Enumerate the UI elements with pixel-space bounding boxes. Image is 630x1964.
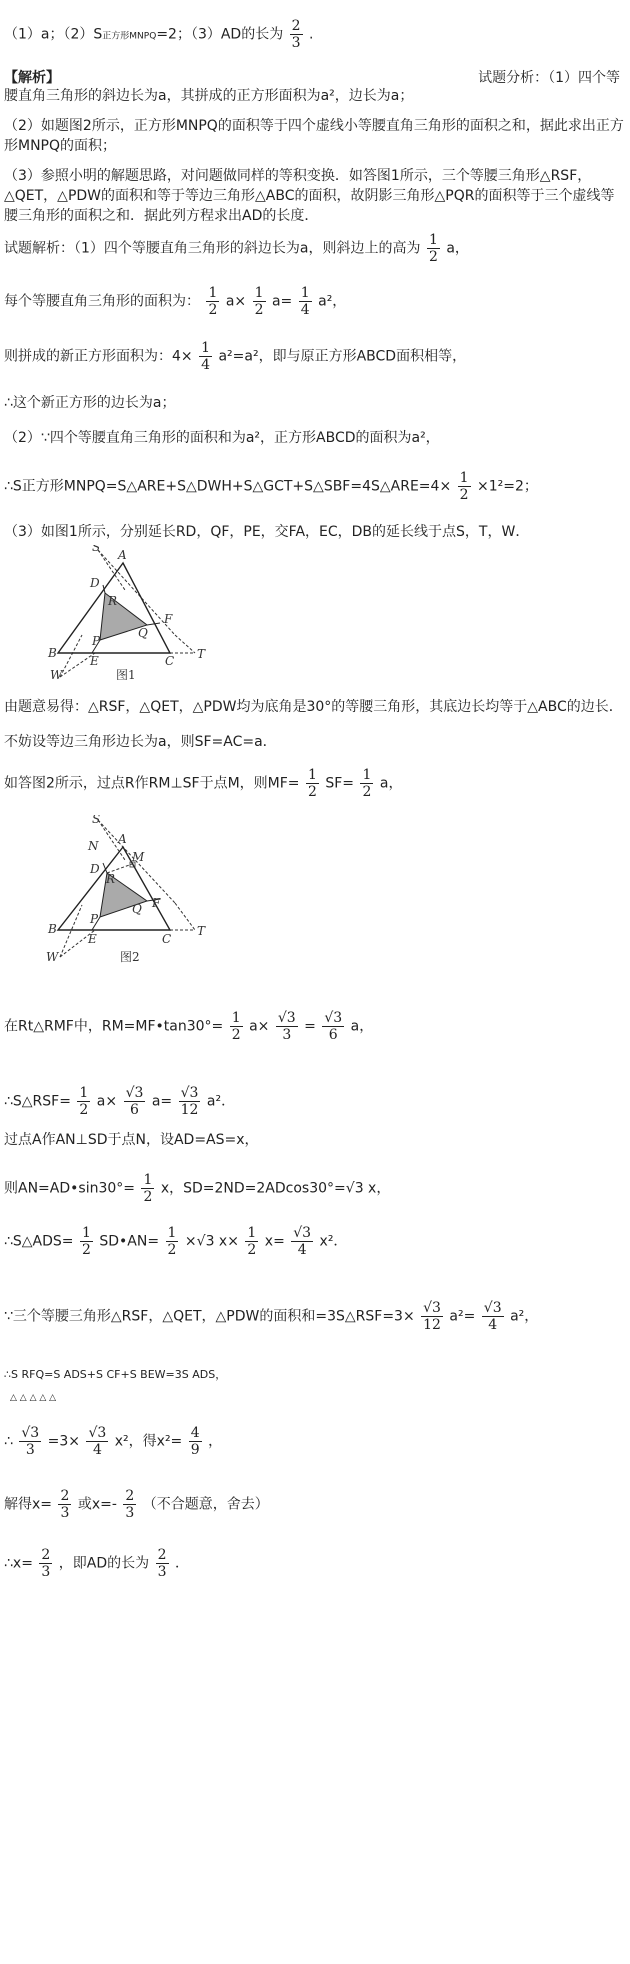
solution-step-17: ∴S RFQ=S ADS+S CF+S BEW=3S ADS， [4, 1368, 227, 1381]
label-d: D [90, 576, 100, 590]
fig2-label-t: T [197, 924, 206, 938]
fig2-label-b: B [48, 922, 57, 936]
area-subscript: 正方形MNPQ [102, 31, 157, 42]
answer-line: （1）a；（2）S正方形MNPQ=2；（3）AD的长为 $\frac{2}{3}$ . [4, 18, 314, 51]
fraction: $\frac{2}{3}$ [291, 18, 301, 51]
fig2-label-w: W [46, 950, 59, 964]
analysis-para-2: （2）如题图2所示，正方形MNPQ的面积等于四个虚线小等腰直角三角形的面积之和，据此求出正方形MNPQ的面积； [4, 118, 624, 154]
figure-1 [20, 545, 240, 680]
label-a: A [118, 548, 127, 562]
solution-step-15: ∴S△ADS= $\frac{1}{2}$ SD•AN= $\frac{1}{2}$ ×√3 x× $\frac{1}{2}$ x= $\frac{√3}{4}$ x²． [4, 1225, 348, 1258]
label-b: B [48, 646, 57, 660]
solution-step-17-triangles: △ △ △ △ △ [10, 1393, 57, 1403]
solution-step-5: （2）∵四个等腰直角三角形的面积和为a²，正方形ABCD的面积为a²， [4, 430, 440, 446]
analysis-para-3: （3）参照小明的解题思路，对问题做同样的等积变换．如答图1所示，三个等腰三角形△RSF，△QET，△PDW的面积和等于等边三角形△ABC的面积，故阴影三角形△PQR的面积等于三个虚线等腰三角形的面积之和．据此列方程求出AD的长度． [4, 168, 615, 224]
label-t: T [197, 647, 206, 661]
analysis-header [4, 68, 626, 88]
fig2-label-a: A [118, 832, 127, 846]
label-s: S [92, 545, 101, 554]
fig2-label-d: D [90, 862, 100, 876]
solution-step-4: ∴这个新正方形的边长为a； [4, 395, 176, 411]
figure-2 [40, 815, 260, 965]
solution-step-10: 如答图2所示，过点R作RM⊥SF于点M，则MF= $\frac{1}{2}$ SF= $\frac{1}{2}$ a， [4, 767, 403, 800]
solution-step-2: 每个等腰直角三角形的面积为： $\frac{1}{2}$ a× $\frac{1}{2}$ a= $\frac{1}{4}$ a²， [4, 285, 347, 318]
analysis-tag: 【解析】 [4, 70, 60, 86]
figure-1-caption: 图1 [116, 668, 136, 680]
analysis-line: 腰直角三角形的斜边长为a，其拼成的正方形面积为a²，边长为a； [4, 88, 414, 104]
label-p: P [92, 634, 101, 648]
label-e: E [90, 654, 99, 668]
label-w: W [50, 668, 63, 680]
solution-step-12: ∴S△RSF= $\frac{1}{2}$ a× $\frac{√3}{6}$ a= $\frac{√3}{12}$ a²． [4, 1085, 236, 1118]
solution-step-3: 则拼成的新正方形面积为：4× $\frac{1}{4}$ a²=a²，即与原正方形ABCD面积相等， [4, 340, 467, 373]
figure-2-caption: 图2 [120, 950, 140, 964]
solution-step-14: 则AN=AD•sin30°= $\frac{1}{2}$ x，SD=2ND=2ADcos30°=√3 x， [4, 1172, 391, 1205]
fig2-label-q: Q [132, 902, 142, 916]
analysis-intro: 试题分析：（1）四个等 [478, 70, 620, 86]
solution-step-8: 由题意易得：△RSF，△QET，△PDW均为底角是30°的等腰三角形，其底边长均等于△ABC的边长． [4, 699, 623, 715]
fig2-label-n: N [88, 839, 99, 853]
fig2-label-s: S [92, 815, 101, 826]
solution-step-13: 过点A作AN⊥SD于点N，设AD=AS=x， [4, 1132, 259, 1148]
fig2-label-e: E [88, 932, 97, 946]
solution-step-6: ∴S正方形MNPQ=S△ARE+S△DWH+S△GCT+S△SBF=4S△ARE=4× $\frac{1}{2}$ ×1²=2； [4, 470, 538, 503]
label-c: C [165, 654, 175, 668]
solution-step-18: ∴ $\frac{√3}{3}$ =3× $\frac{√3}{4}$ x²，得x²= $\frac{4}{9}$ ， [4, 1425, 223, 1458]
fig2-label-m: M [132, 850, 145, 864]
answer-text: （1）a；（2） [4, 26, 94, 43]
area-symbol: S [93, 26, 103, 43]
solution-step-20: ∴x= $\frac{2}{3}$ ，即AD的长为 $\frac{2}{3}$ ． [4, 1547, 189, 1580]
label-f: F [164, 612, 173, 626]
fig2-label-p: P [90, 912, 99, 926]
solution-step-16: ∵三个等腰三角形△RSF，△QET，△PDW的面积和=3S△RSF=3× $\frac{√3}{12}$ a²= $\frac{√3}{4}$ a²， [4, 1300, 539, 1333]
solution-step-9: 不妨设等边三角形边长为a，则SF=AC=a． [4, 734, 277, 750]
label-q: Q [138, 626, 148, 640]
fig2-label-f: F [152, 896, 161, 910]
solution-step-11: 在Rt△RMF中，RM=MF•tan30°= $\frac{1}{2}$ a× $\frac{√3}{3}$ = $\frac{√3}{6}$ a， [4, 1010, 374, 1043]
label-r: R [108, 594, 118, 608]
solution-step-19: 解得x= $\frac{2}{3}$ 或x=- $\frac{2}{3}$ （不合题意，舍去） [4, 1488, 269, 1521]
solution-step-7: （3）如图1所示，分别延长RD，QF，PE，交FA，EC，DB的延长线于点S，T，W． [4, 524, 530, 540]
fig2-label-c: C [162, 932, 172, 946]
solution-step-1: 试题解析：（1）四个等腰直角三角形的斜边长为a，则斜边上的高为 $\frac{1}{2}$ a， [4, 232, 469, 265]
fig2-label-r: R [106, 872, 116, 886]
answer-text-2: =2；（3）AD的长为 [156, 26, 284, 43]
